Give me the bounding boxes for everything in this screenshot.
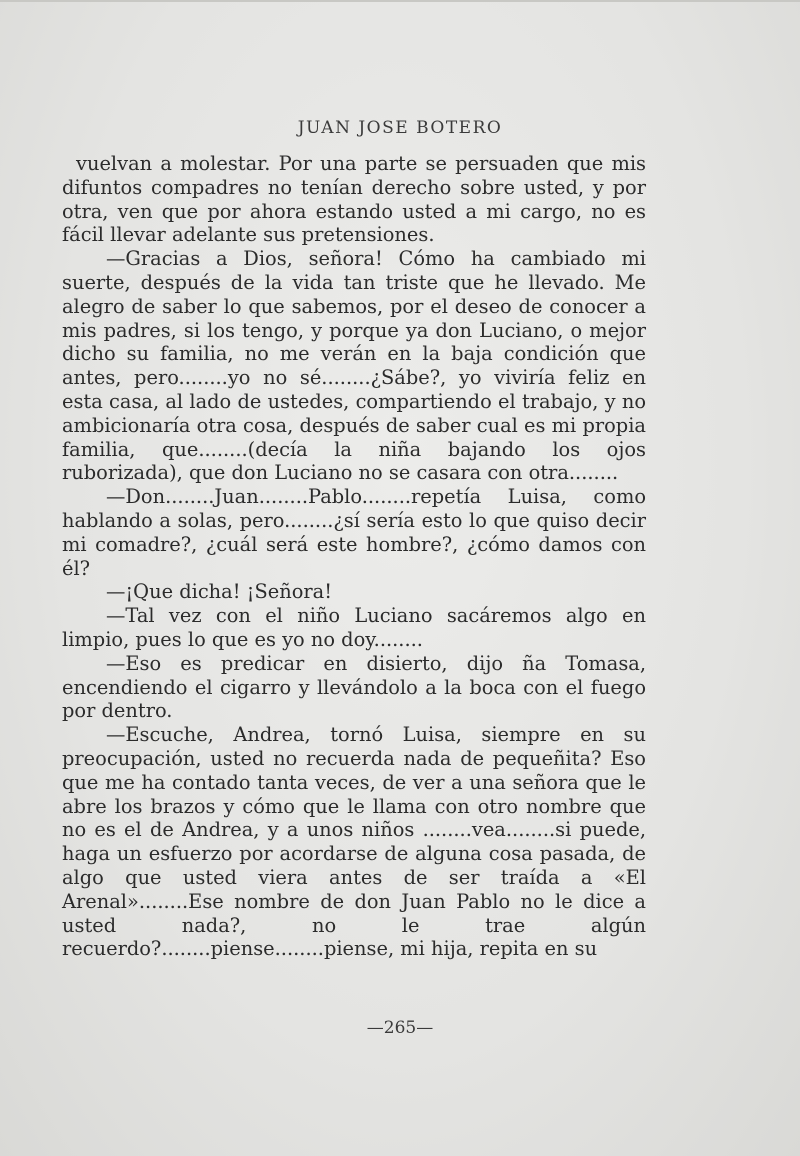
paragraph: —Don........Juan........Pablo........repetía Luisa, como hablando a solas, pero........¿sí sería esto lo que quiso decir mi comadre?, ¿cuál será este hombre?, ¿cómo damos con él? [62, 485, 646, 580]
body-text [62, 152, 646, 961]
running-header: JUAN JOSE BOTERO [297, 118, 503, 138]
paragraph: vuelvan a molestar. Por una parte se persuaden que mis difuntos compadres no tenían derecho sobre usted, y por otra, ven que por ahora estando usted a mi cargo, no es fácil llevar adelante sus pretensiones. [62, 152, 646, 247]
paragraph: —Eso es predicar en disierto, dijo ña Tomasa, encendiendo el cigarro y llevándolo a la boca con el fuego por dentro. [62, 651, 646, 723]
paragraph: —Gracias a Dios, señora! Cómo ha cambiado mi suerte, después de la vida tan triste que he llevado. Me alegro de saber lo que sabemos, por el deseo de conocer a mis padres, si los tengo, y porque ya don Luciano, o mejor dicho su familia, no me verán en la baja condición que antes, pero........yo no sé........¿Sábe?, yo viviría feliz en esta casa, al lado de ustedes, compartiendo el trabajo, y no ambicionaría otra cosa, después de saber cual es mi propia familia, que........(decía la niña bajando los ojos ruborizada), que don Luciano no se casara con otra........ [62, 247, 646, 485]
paragraph: —Tal vez con el niño Luciano sacáremos algo en limpio, pues lo que es yo no doy........ [62, 604, 646, 651]
paragraph: —¡Que dicha! ¡Señora! [106, 580, 333, 604]
page-number: —265— [366, 1018, 434, 1038]
page-edge [0, 0, 800, 2]
paragraph: —Escuche, Andrea, tornó Luisa, siempre en su preocupación, usted no recuerda nada de pequeñita? Eso que me ha contado tanta veces, de ver a una señora que le abre los brazos y cómo que le llama con otro nombre que no es el de Andrea, y a unos niños ........vea........si puede, haga un esfuerzo por acordarse de alguna cosa pasada, de algo que usted viera antes de ser traída a «El Arenal»........Ese nombre de don Juan Pablo no le dice a usted nada?, no le trae algún recuerdo?........piense........piense, mi hija, repita en su [62, 723, 646, 961]
